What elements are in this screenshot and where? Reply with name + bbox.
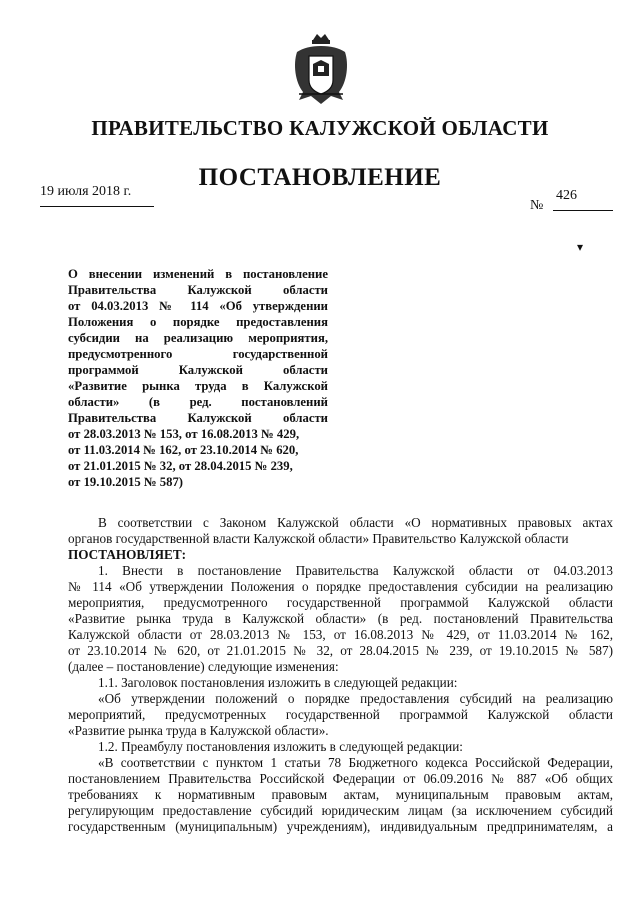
subject-line: предусмотренного государственной <box>68 347 328 361</box>
body-line: В соответствии с Законом Калужской области «О нормативных правовых актах <box>98 515 613 530</box>
body-line: Калужской области от 28.03.2013 № 153, от 16.08.2013 № 429, от 11.03.2014 № 162, <box>68 627 613 642</box>
subject-line: О внесении изменений в постановление <box>68 267 328 281</box>
body-line: «В соответствии с пунктом 1 статьи 78 Бюджетного кодекса Российской Федерации, <box>98 755 613 770</box>
number-underline <box>553 210 613 211</box>
subject-line: Положения о порядке предоставления <box>68 315 328 329</box>
government-title: ПРАВИТЕЛЬСТВО КАЛУЖСКОЙ ОБЛАСТИ <box>91 116 549 140</box>
body-line: мероприятия, предусмотренного государственной программой Калужской области <box>68 595 613 610</box>
document-subject <box>68 266 328 490</box>
body-line: 1. Внести в постановление Правительства Калужской области от 04.03.2013 <box>98 563 613 578</box>
body-line: «Развитие рынка труда в Калужской области». <box>68 723 329 738</box>
body-line: «Об утверждении положений о порядке предоставления субсидий на реализацию <box>98 691 613 706</box>
subject-line: Правительства Калужской области <box>68 411 328 425</box>
subject-line: области» (в ред. постановлений <box>68 395 328 409</box>
number-label: № <box>530 198 544 213</box>
body-line: 1.2. Преамбулу постановления изложить в следующей редакции: <box>98 739 463 754</box>
ink-mark: ▾ <box>577 240 584 254</box>
subject-line: субсидии на реализацию мероприятия, <box>68 331 328 345</box>
body-line: № 114 «Об утверждении Положения о порядке предоставления субсидии на реализацию <box>68 579 613 594</box>
document-body <box>68 515 613 835</box>
body-line: (далее – постановление) следующие изменения: <box>68 659 339 674</box>
body-line-decree: ПОСТАНОВЛЯЕТ: <box>68 547 187 562</box>
document-date: 19 июля 2018 г. <box>40 184 132 199</box>
subject-line: от 19.10.2015 № 587) <box>68 475 184 489</box>
body-line: от 23.10.2014 № 620, от 21.01.2015 № 32, от 28.04.2015 № 239, от 19.10.2015 № 587) <box>68 643 613 658</box>
subject-line: от 28.03.2013 № 153, от 16.08.2013 № 429, <box>68 427 300 441</box>
body-line: мероприятий, предусмотренных государственной программой Калужской области <box>68 707 613 722</box>
body-line: 1.1. Заголовок постановления изложить в следующей редакции: <box>98 675 458 690</box>
body-line: постановлением Правительства Российской Федерации от 06.09.2016 № 887 «Об общих <box>68 771 613 786</box>
subject-line: от 21.01.2015 № 32, от 28.04.2015 № 239, <box>68 459 293 473</box>
document-type-title: ПОСТАНОВЛЕНИЕ <box>198 164 442 191</box>
subject-line: Правительства Калужской области <box>68 283 328 297</box>
body-line: «Развитие рынка труда в Калужской области» (в ред. постановлений Правительства <box>68 611 613 626</box>
subject-line: «Развитие рынка труда в Калужской <box>68 379 328 393</box>
document-number: 426 <box>556 188 577 203</box>
body-line: регулирующим предоставление субсидий юридическим лицам (за исключением субсидий <box>68 803 613 818</box>
subject-line: от 04.03.2013 № 114 «Об утверждении <box>68 299 328 313</box>
subject-line: от 11.03.2014 № 162, от 23.10.2014 № 620, <box>68 443 299 457</box>
body-line: государственным (муниципальным) учреждениям), индивидуальным предпринимателям, а <box>68 819 613 834</box>
coat-of-arms-emblem <box>291 30 351 108</box>
subject-line: программой Калужской области <box>68 363 328 377</box>
date-underline <box>40 206 154 207</box>
body-line: требованиях к нормативным правовым актам, муниципальным правовым актам, <box>68 787 613 802</box>
body-line: органов государственной власти Калужской области» Правительство Калужской области <box>68 531 569 546</box>
